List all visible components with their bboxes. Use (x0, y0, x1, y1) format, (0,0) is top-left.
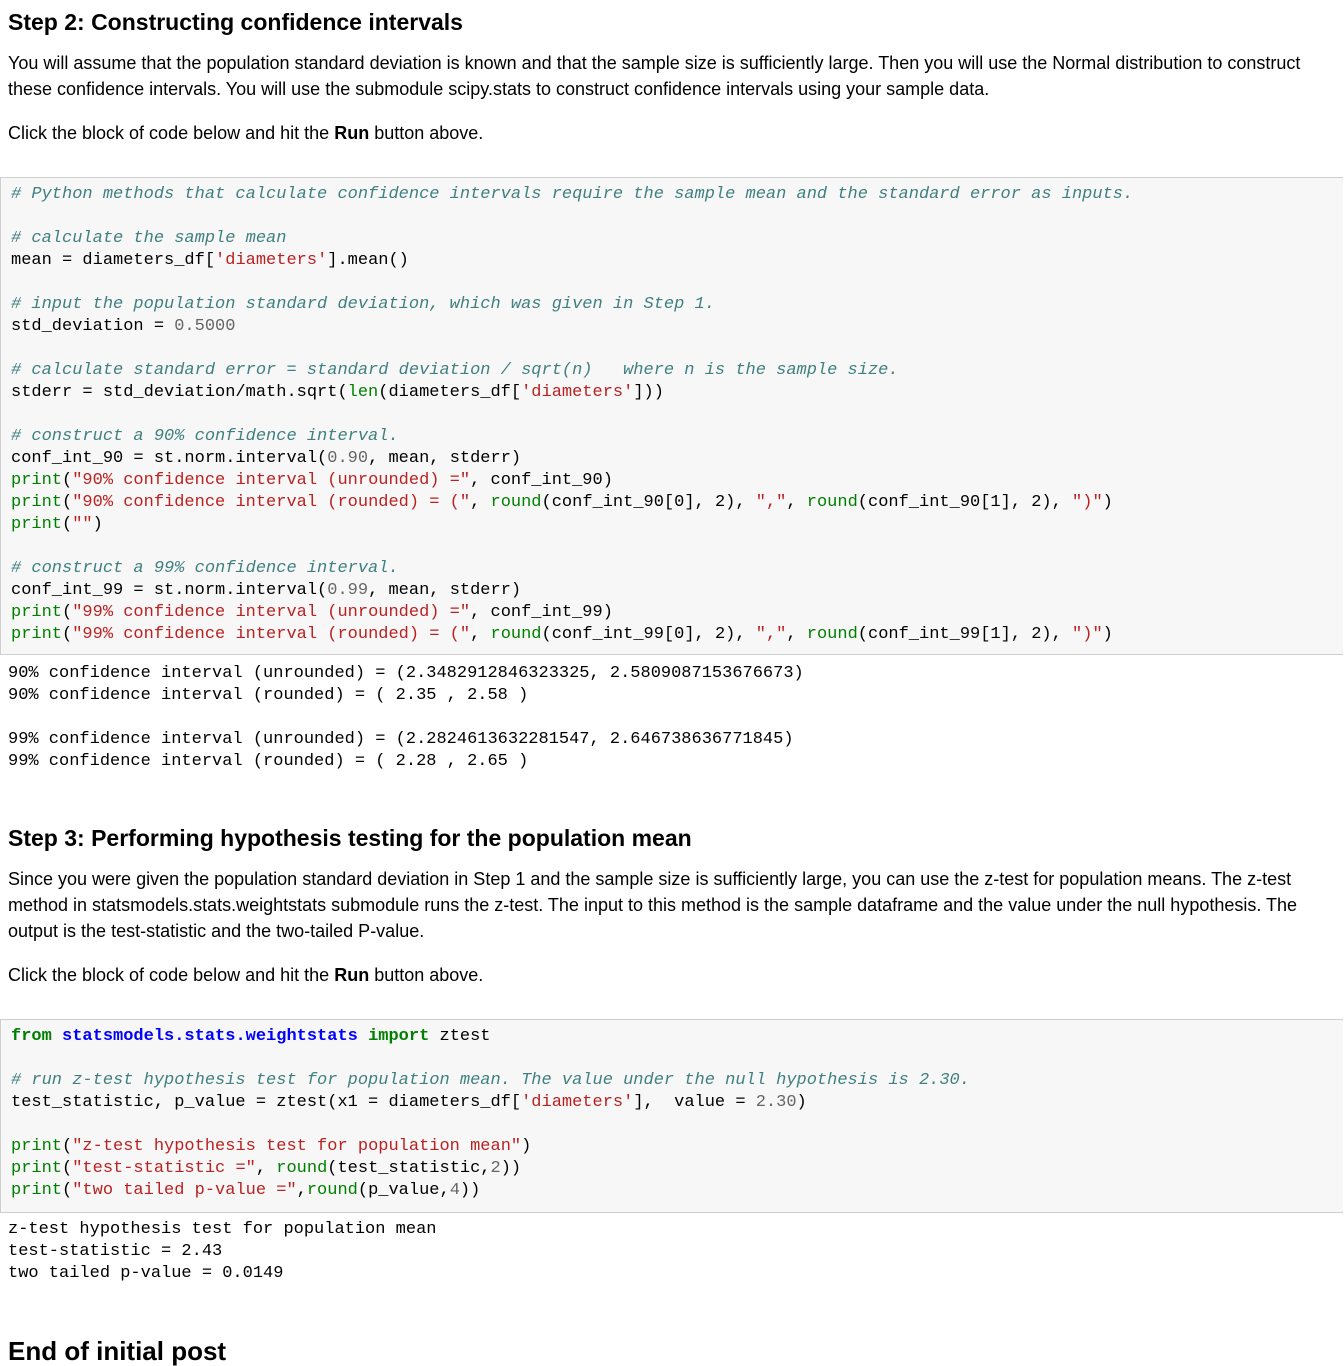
output-line: 90% confidence interval (rounded) = ( 2.35 , 2.58 ) (8, 686, 529, 705)
step3-paragraph: Since you were given the population standard deviation in Step 1 and the sample size is sufficiently large, you can use the z-test for population means. The z-test method in statsmodels.stats.weightstats submodule runs the z-test. The input to this method is the sample dataframe and the value under the null hypothesis. The output is the test-statistic and the two-tailed P-value. (8, 869, 1298, 941)
step2-code-cell[interactable] (0, 177, 1343, 655)
end-heading: End of initial post (8, 1336, 227, 1366)
output-line: two tailed p-value = 0.0149 (8, 1264, 284, 1283)
step3-output (8, 1219, 436, 1285)
step2-paragraph: You will assume that the population standard deviation is known and that the sample size is sufficiently large. Then you will use the Normal distribution to construct these confidence intervals. You will use the submodule scipy.stats to construct confidence intervals using your sample data. (8, 53, 1301, 99)
run-label: Run (334, 123, 370, 143)
output-line: 99% confidence interval (unrounded) = (2.2824613632281547, 2.646738636771845) (8, 730, 794, 749)
step3-code[interactable]: from statsmodels.stats.weightstats import ztest # run z-test hypothesis test for population mean. The value under the null hypothesis is 2.30. test_statistic, p_value = ztest(x1 = diameters_df['diameters'], value = 2.30) print("z-test hypothesis test for population mean") print("test-statistic =", round(test_statistic,2)) print("two tailed p-value =",round(p_value,4)) (11, 1027, 970, 1200)
step3-markdown (8, 824, 1336, 988)
step2-code[interactable]: # Python methods that calculate confidence intervals require the sample mean and the standard error as inputs. # calculate the sample mean mean = diameters_df['diameters'].mean() # input the population standard deviation, which was given in Step 1. std_deviation = 0.5000 # calculate standard error = standard deviation / sqrt(n) where n is the sample size. stderr = std_deviation/math.sqrt(len(diameters_df['diameters'])) # construct a 90% confidence interval. conf_int_90 = st.norm.interval(0.90, mean, stderr) print("90% confidence interval (unrounded) =", conf_int_90) print("90% confidence interval (rounded) = (", round(conf_int_90[0], 2), ",", round(conf_int_90[1], 2), ")") print("") # construct a 99% confidence interval. conf_int_99 = st.norm.interval(0.99, mean, stderr) print("99% confidence interval (unrounded) =", conf_int_99) print("99% confidence interval (rounded) = (", round(conf_int_99[0], 2), ",", round(conf_int_99[1], 2), ")") (11, 185, 1134, 644)
step2-markdown (8, 8, 1336, 146)
step2-heading: Step 2: Constructing confidence intervals (8, 9, 463, 35)
step2-run-instruction: Click the block of code below and hit the Run button above. (8, 123, 484, 143)
output-line: 90% confidence interval (unrounded) = (2.3482912846323325, 2.5809087153676673) (8, 664, 804, 683)
step3-heading: Step 3: Performing hypothesis testing for the population mean (8, 825, 692, 851)
step3-code-cell[interactable] (0, 1019, 1343, 1213)
run-label: Run (334, 965, 370, 985)
output-line: test-statistic = 2.43 (8, 1242, 223, 1261)
output-line: z-test hypothesis test for population mean (8, 1220, 437, 1239)
step3-run-instruction: Click the block of code below and hit the Run button above. (8, 965, 484, 985)
end-markdown (8, 1336, 1336, 1366)
step2-output (8, 663, 804, 773)
output-line: 99% confidence interval (rounded) = ( 2.28 , 2.65 ) (8, 752, 529, 771)
